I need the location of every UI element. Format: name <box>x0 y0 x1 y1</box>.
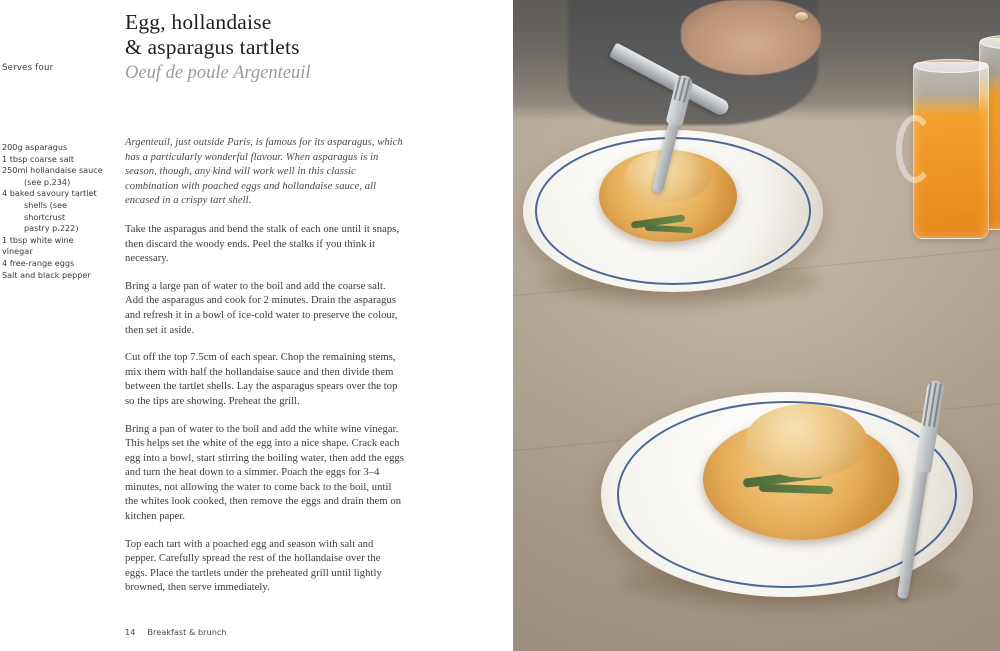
ingredient-item: 200g asparagus <box>2 142 68 152</box>
ingredient-item: 1 tbsp white wine vinegar <box>2 234 74 257</box>
ingredient-item: 250ml hollandaise sauce <box>2 165 103 176</box>
recipe-body <box>125 136 405 609</box>
food-photograph <box>513 0 1000 651</box>
ingredients-list <box>2 142 106 281</box>
page-title <box>125 10 455 59</box>
recipe-step: Take the asparagus and bend the stalk of each one until it snaps, then discard the woody ends. Peel the stalks if you think it necessary. <box>125 223 400 265</box>
recipe-step: Bring a large pan of water to the boil and add the coarse salt. Add the asparagus and cook for 2 minutes. Drain the asparagus and refresh it in a bowl of ice-cold water to preserve the colour, then set it aside. <box>125 280 398 336</box>
glass-handle <box>896 115 934 183</box>
recipe-subtitle: Oeuf de poule Argenteuil <box>125 63 311 83</box>
ingredient-item: 1 tbsp coarse salt <box>2 153 75 164</box>
page-number: 14 <box>125 627 136 637</box>
recipe-intro: Argenteuil, just outside Paris, is famous for its asparagus, which has a particularly wonderful flavour. When asparagus is in season, though, any kind will work well in this classic combination with poached eggs and hollandaise sauce, all encased in a crispy tart shell. <box>125 137 403 207</box>
ingredient-item: (see p.234) <box>24 176 71 187</box>
ingredient-item: 4 baked savoury tartlet <box>2 188 97 199</box>
glass-rim <box>914 59 988 73</box>
serves-label: Serves four <box>2 63 54 73</box>
poached-egg-bottom <box>745 404 867 478</box>
ingredient-item: Salt and black pepper <box>2 269 91 280</box>
ring-icon <box>795 12 808 21</box>
recipe-step: Bring a pan of water to the boil and add the white wine vinegar. This helps set the white of the egg into a nice shape. Crack each egg into a bowl, start stirring the boiling water, then add the eggs and turn the heat down to a simmer. Poach the eggs for 3–4 minutes, not allowing the water to come back to the boil, until the whites look cooked, then remove the eggs and drain them on kitchen paper. <box>125 423 404 523</box>
recipe-title-block <box>125 10 455 84</box>
chapter-name: Breakfast & brunch <box>147 627 227 637</box>
juice-glass-front <box>913 62 989 239</box>
ingredient-item: 4 free-range eggs <box>2 257 75 268</box>
recipe-title-line-2: & asparagus tartlets <box>125 34 300 59</box>
recipe-step: Top each tart with a poached egg and season with salt and pepper. Carefully spread the rest of the hollandaise over the eggs. Place the tartlets under the preheated grill until lightly browned, then serve immediately. <box>125 538 382 594</box>
ingredient-item: pastry p.222) <box>24 223 79 234</box>
recipe-photo-page <box>513 0 1000 651</box>
page-footer <box>125 627 227 637</box>
ingredient-item: shells (see shortcrust <box>24 199 67 222</box>
recipe-title-line-1: Egg, hollandaise <box>125 10 272 34</box>
recipe-step: Cut off the top 7.5cm of each spear. Chop the remaining stems, mix them with half the hollandaise sauce and then divide them between the tartlet shells. Lay the asparagus spears over the top so the tips are showing. Preheat the grill. <box>125 352 398 407</box>
glass-rim <box>980 35 1000 49</box>
